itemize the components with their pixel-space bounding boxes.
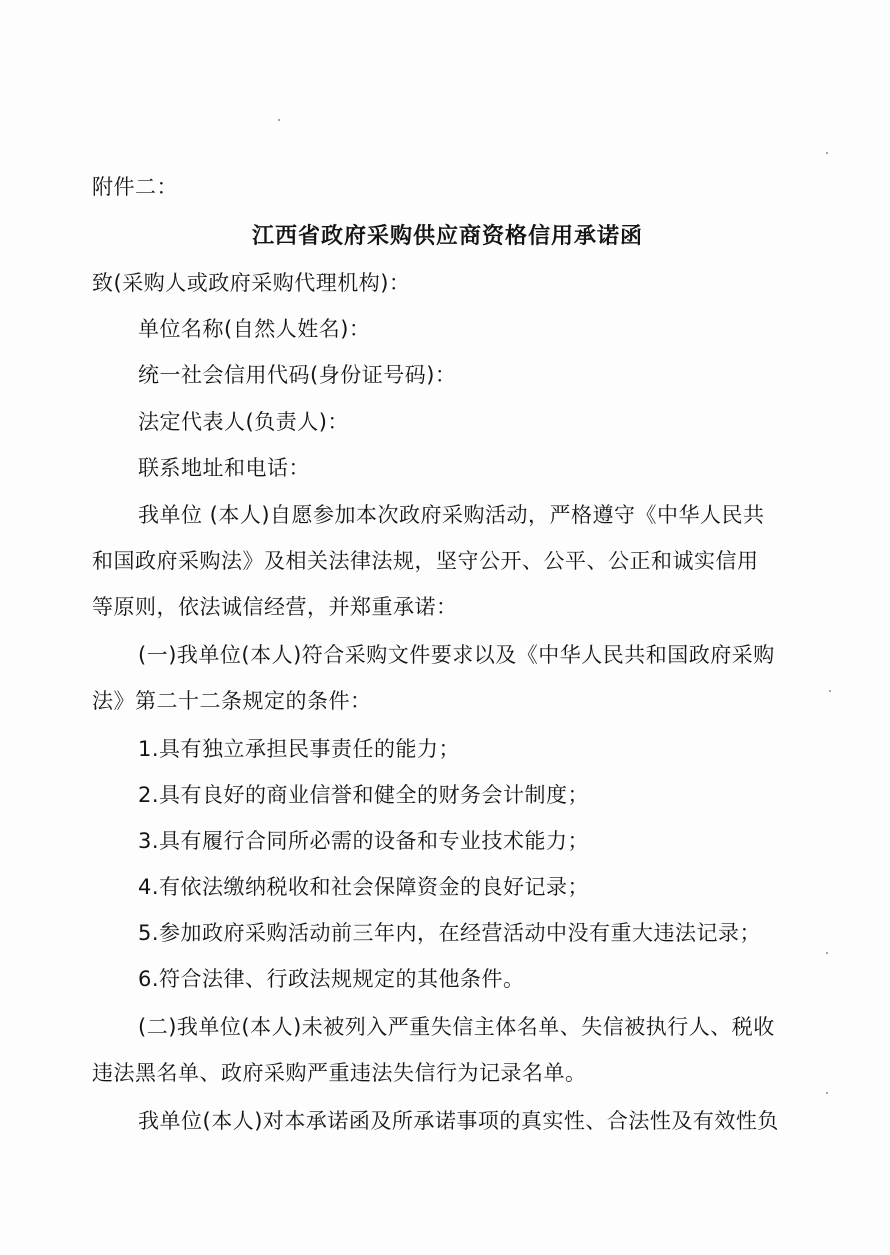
closing-line: 我单位(本人)对本承诺函及所承诺事项的真实性、合法性及有效性负 (138, 1109, 779, 1133)
intro-line-1: 我单位 (本人)自愿参加本次政府采购活动，严格遵守《中华人民共 (138, 503, 765, 527)
condition-3: 3.具有履行合同所必需的设备和专业技术能力； (138, 829, 590, 853)
clause-two-line-2: 违法黑名单、政府采购严重违法失信行为记录名单。 (92, 1061, 587, 1085)
contact-field: 联系地址和电话： (138, 456, 310, 480)
credit-code-field: 统一社会信用代码(身份证号码)： (138, 363, 457, 387)
clause-one-line-1: (一)我单位(本人)符合采购文件要求以及《中华人民共和国政府采购 (138, 643, 775, 667)
scan-speck (826, 1092, 828, 1094)
attachment-label: 附件二： (92, 175, 178, 199)
intro-line-2: 和国政府采购法》及相关法律法规，坚守公开、公平、公正和诚实信用 (92, 549, 759, 573)
condition-4: 4.有依法缴纳税收和社会保障资金的良好记录； (138, 875, 590, 899)
clause-two-line-1: (二)我单位(本人)未被列入严重失信主体名单、失信被执行人、税收 (138, 1015, 775, 1039)
unit-name-field: 单位名称(自然人姓名)： (138, 317, 371, 341)
condition-2: 2.具有良好的商业信誉和健全的财务会计制度； (138, 783, 590, 807)
document-title: 江西省政府采购供应商资格信用承诺函 (252, 224, 644, 249)
clause-one-line-2: 法》第二十二条规定的条件： (92, 689, 372, 713)
addressee-line: 致(采购人或政府采购代理机构)： (92, 271, 411, 295)
intro-line-3: 等原则，依法诚信经营，并郑重承诺： (92, 595, 458, 619)
scan-speck (826, 152, 828, 154)
scan-speck (826, 952, 828, 954)
scan-speck (829, 690, 831, 692)
condition-1: 1.具有独立承担民事责任的能力； (138, 737, 461, 761)
condition-6: 6.符合法律、行政法规规定的其他条件。 (138, 967, 525, 991)
scan-speck (278, 119, 280, 121)
condition-5: 5.参加政府采购活动前三年内，在经营活动中没有重大违法记录； (138, 921, 762, 945)
legal-rep-field: 法定代表人(负责人)： (138, 410, 349, 434)
